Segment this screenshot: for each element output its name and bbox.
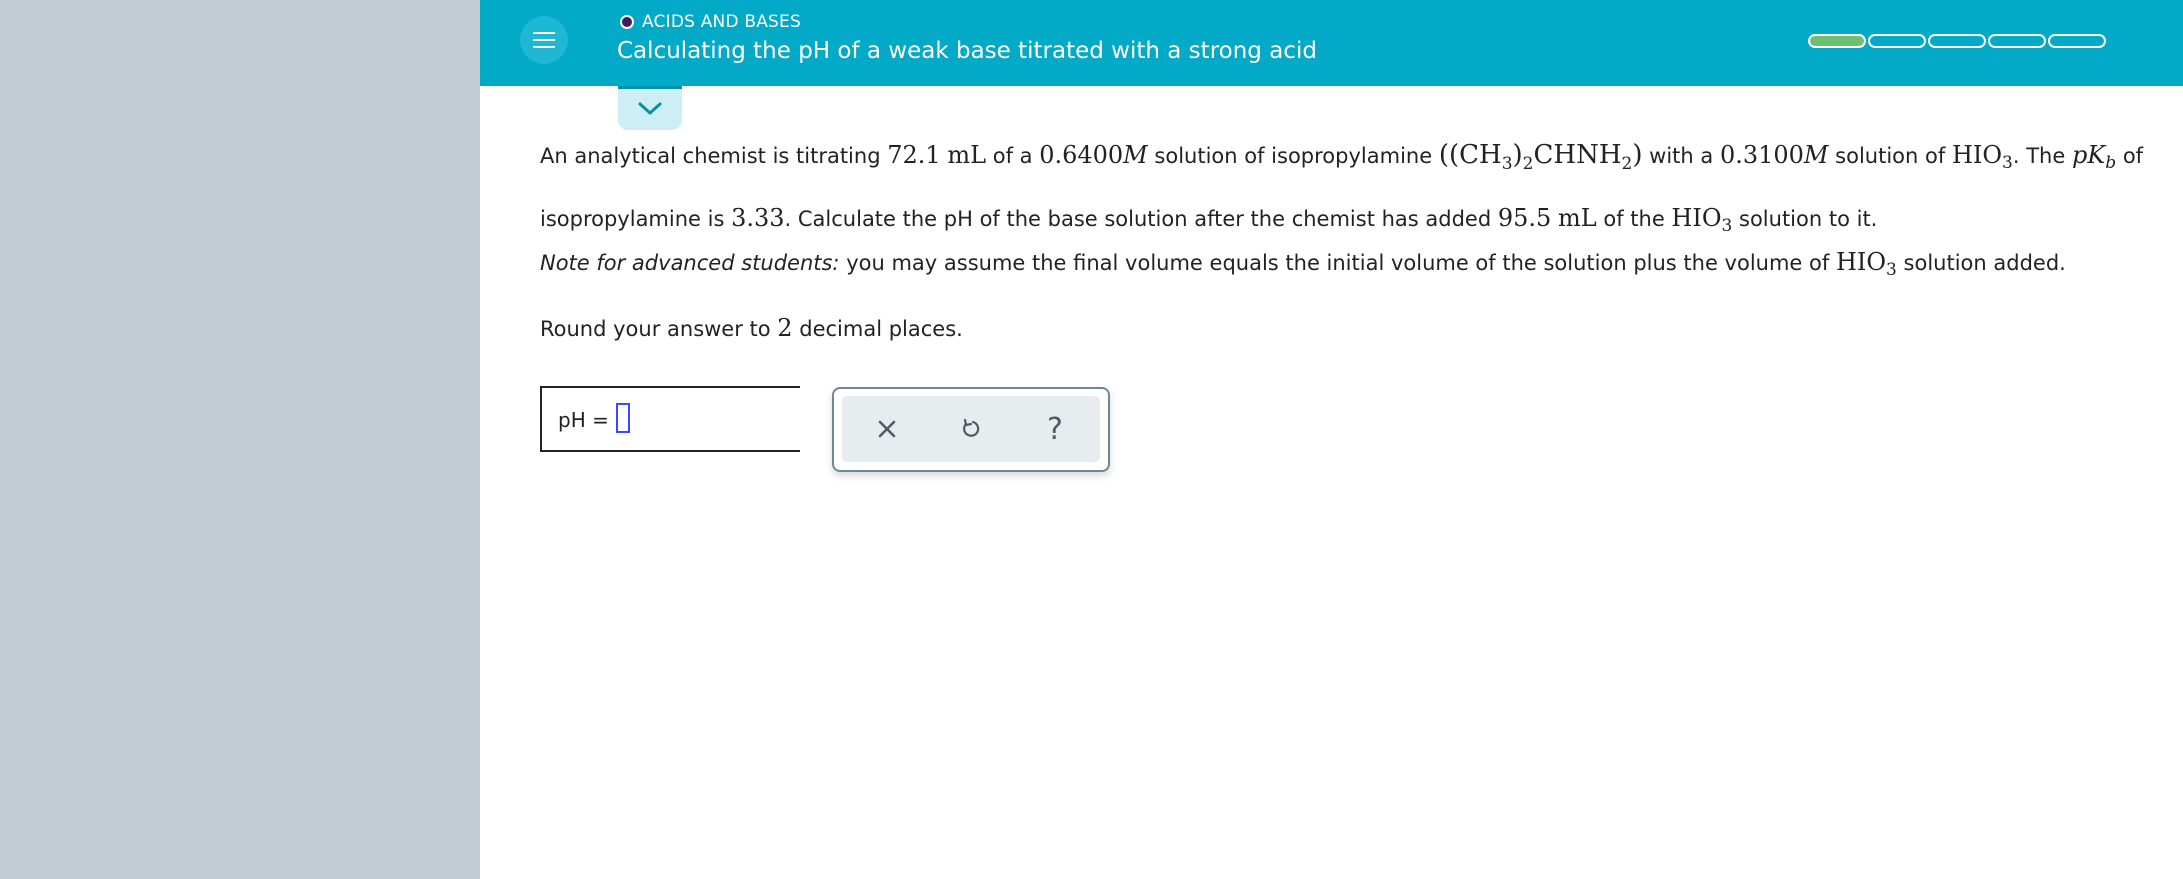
chevron-down-icon: [638, 102, 662, 116]
menu-button[interactable]: [520, 16, 568, 64]
answer-box: [540, 386, 800, 452]
progress-segment: [1988, 34, 2046, 48]
collapse-toggle[interactable]: [618, 86, 682, 130]
rounding-instruction: Round your answer to 2 decimal places.: [540, 314, 963, 342]
undo-icon: [959, 417, 983, 441]
reset-button[interactable]: [956, 414, 986, 444]
progress-segment: [2048, 34, 2106, 48]
advanced-note: Note for advanced students: you may assume the final volume equals the initial volume of the solution plus the volume of $HIO_3$ solution added.: [540, 248, 2066, 281]
topic-label: ACIDS AND BASES: [642, 12, 801, 32]
progress-segment: [1928, 34, 1986, 48]
help-button[interactable]: [1040, 411, 1070, 447]
page-title: Calculating the pH of a weak base titrated with a strong acid: [617, 38, 1317, 64]
x-icon: [876, 418, 898, 440]
answer-tools: [832, 387, 1110, 472]
clear-button[interactable]: [872, 414, 902, 444]
left-sidebar: [0, 0, 480, 879]
tool-panel: [842, 396, 1100, 462]
topic-line: [620, 12, 801, 32]
topic-status-icon: [620, 15, 634, 29]
ph-label: pH =: [558, 408, 609, 432]
header-bar: [480, 0, 2183, 86]
question-icon: ?: [1047, 411, 1063, 447]
progress-segment: [1808, 34, 1866, 48]
progress-bar: [1808, 34, 2106, 48]
progress-segment: [1868, 34, 1926, 48]
ph-answer-input[interactable]: [616, 403, 630, 433]
question-text: An analytical chemist is titrating 72.1 mL of a 0.6400M solution of isopropylamine $((CH_3)_2CHNH_2)$ with a 0.3100M solution of $HIO_3$. The $pK_b$ of isopropylamine is 3.33. Calculate the pH of the base solution after the chemist has added 95.5 mL of the $HIO_3$ solution to it.: [540, 140, 2144, 237]
isopropylamine-formula: $((CH_3)_2CHNH_2)$: [1438, 140, 1643, 175]
